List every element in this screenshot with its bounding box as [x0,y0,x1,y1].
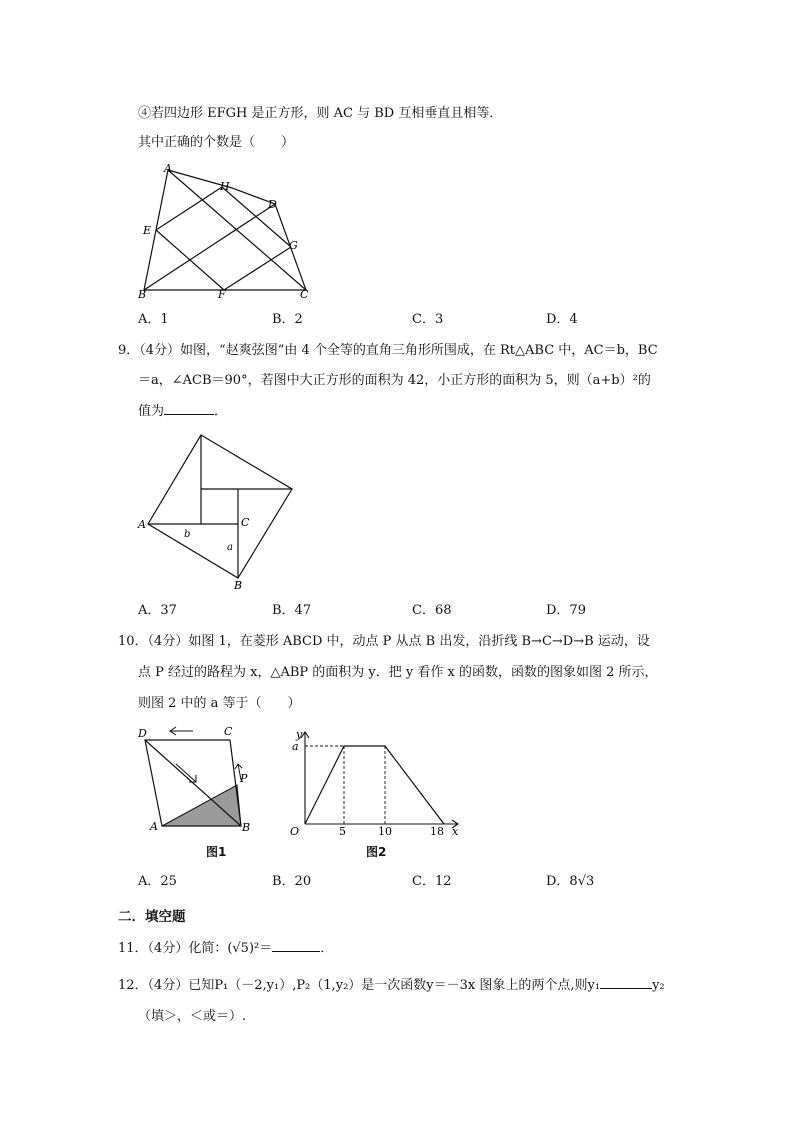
q9-option-a: A．37 [138,603,177,618]
q10-fig1-label-D: D [138,727,147,740]
q10-figure-1 [138,722,263,837]
q10-fig1-label-B: B [242,821,251,834]
q10-option-a: A．25 [138,874,177,889]
q8-option-a: A．1 [138,312,169,327]
q10-fig2-label-a: a [292,740,299,753]
q10-fig2-caption: 图2 [366,845,387,859]
q9-option-b: B．47 [272,603,312,618]
q9-answer-blank[interactable] [164,414,214,415]
q10-option-c: C．12 [412,874,452,889]
q9-label-C: C [241,516,250,529]
q10-option-d: D．8√3 [546,874,595,889]
q10-line-3: 则图 2 中的 a 等于（ ） [138,696,301,711]
q9-option-d: D．79 [546,603,586,618]
q10-fig1-label-A: A [150,820,158,833]
q10-fig1-label-P: P [240,772,248,785]
q9-label-a: a [227,542,233,553]
q8-option-d: D．4 [546,312,578,327]
q10-figure-2 [284,724,469,839]
q10-fig2-label-O: O [290,825,300,838]
q12-answer-blank[interactable] [600,988,652,989]
q10-fig2-label-y: y [296,728,303,741]
q10-fig1-caption: 图1 [206,845,227,859]
q10-line-1: 10．（4分）如图 1，在菱形 ABCD 中，动点 P 从点 B 出发，沿折线 B→C→D→B 运动，设 [118,634,650,649]
q11-expression: (√5)²＝ [227,941,273,956]
q8-figure [130,160,320,300]
section-header-fill-in: 二．填空题 [118,909,186,925]
q9-label-B: B [234,579,243,592]
q8-prompt: 其中正确的个数是（ ） [138,135,295,150]
q8-label-G: G [289,239,298,252]
q9-line-2: ＝a，∠ACB＝90°，若图中大正方形的面积为 42，小正方形的面积为 5，则（a+b）²的 [138,373,651,388]
q10-fig2-tick-10: 10 [378,825,392,838]
q9-label-A: A [138,518,146,531]
q8-label-E: E [143,224,152,237]
q8-label-D: D [268,198,277,211]
q8-option-b: B．2 [272,312,303,327]
q9-option-c: C．68 [412,603,452,618]
q9-line-3: 值为 ． [138,404,228,419]
q8-label-C: C [300,288,309,300]
q10-fig2-tick-18: 18 [430,825,444,838]
q10-line-2: 点 P 经过的路程为 x，△ABP 的面积为 y．把 y 看作 x 的函数，函数的图象如图 2 所示， [138,665,658,680]
q10-option-b: B．20 [272,874,312,889]
q8-label-H: H [220,180,230,193]
q9-line-1: 9．（4分）如图，“赵爽弦图”由 4 个全等的直角三角形所围成，在 Rt△ABC 中，AC＝b，BC [118,343,658,358]
q8-label-F: F [218,288,226,300]
q9-figure [130,430,305,595]
q9-label-b: b [184,529,191,540]
q10-fig1-label-C: C [224,725,233,738]
q8-option-c: C．3 [412,312,444,327]
q11-answer-blank[interactable] [272,951,320,952]
q10-fig2-tick-5: 5 [339,825,346,838]
q8-label-B: B [138,288,147,300]
q8-statement-4: ④若四边形 EFGH 是正方形，则 AC 与 BD 互相垂直且相等． [138,106,503,121]
q12-line-2: （填＞，＜或＝）. [138,1009,247,1024]
q8-label-A: A [164,162,172,175]
q12-line-1: 12．（4分）已知P₁（－2,y₁）,P₂（1,y₂）是一次函数y＝－3x 图象上的两个点,则y₁ y₂ [118,978,665,993]
q11-line: 11．（4分）化简：(√5)²＝ ． [118,941,334,956]
q10-fig2-label-x: x [452,825,459,838]
